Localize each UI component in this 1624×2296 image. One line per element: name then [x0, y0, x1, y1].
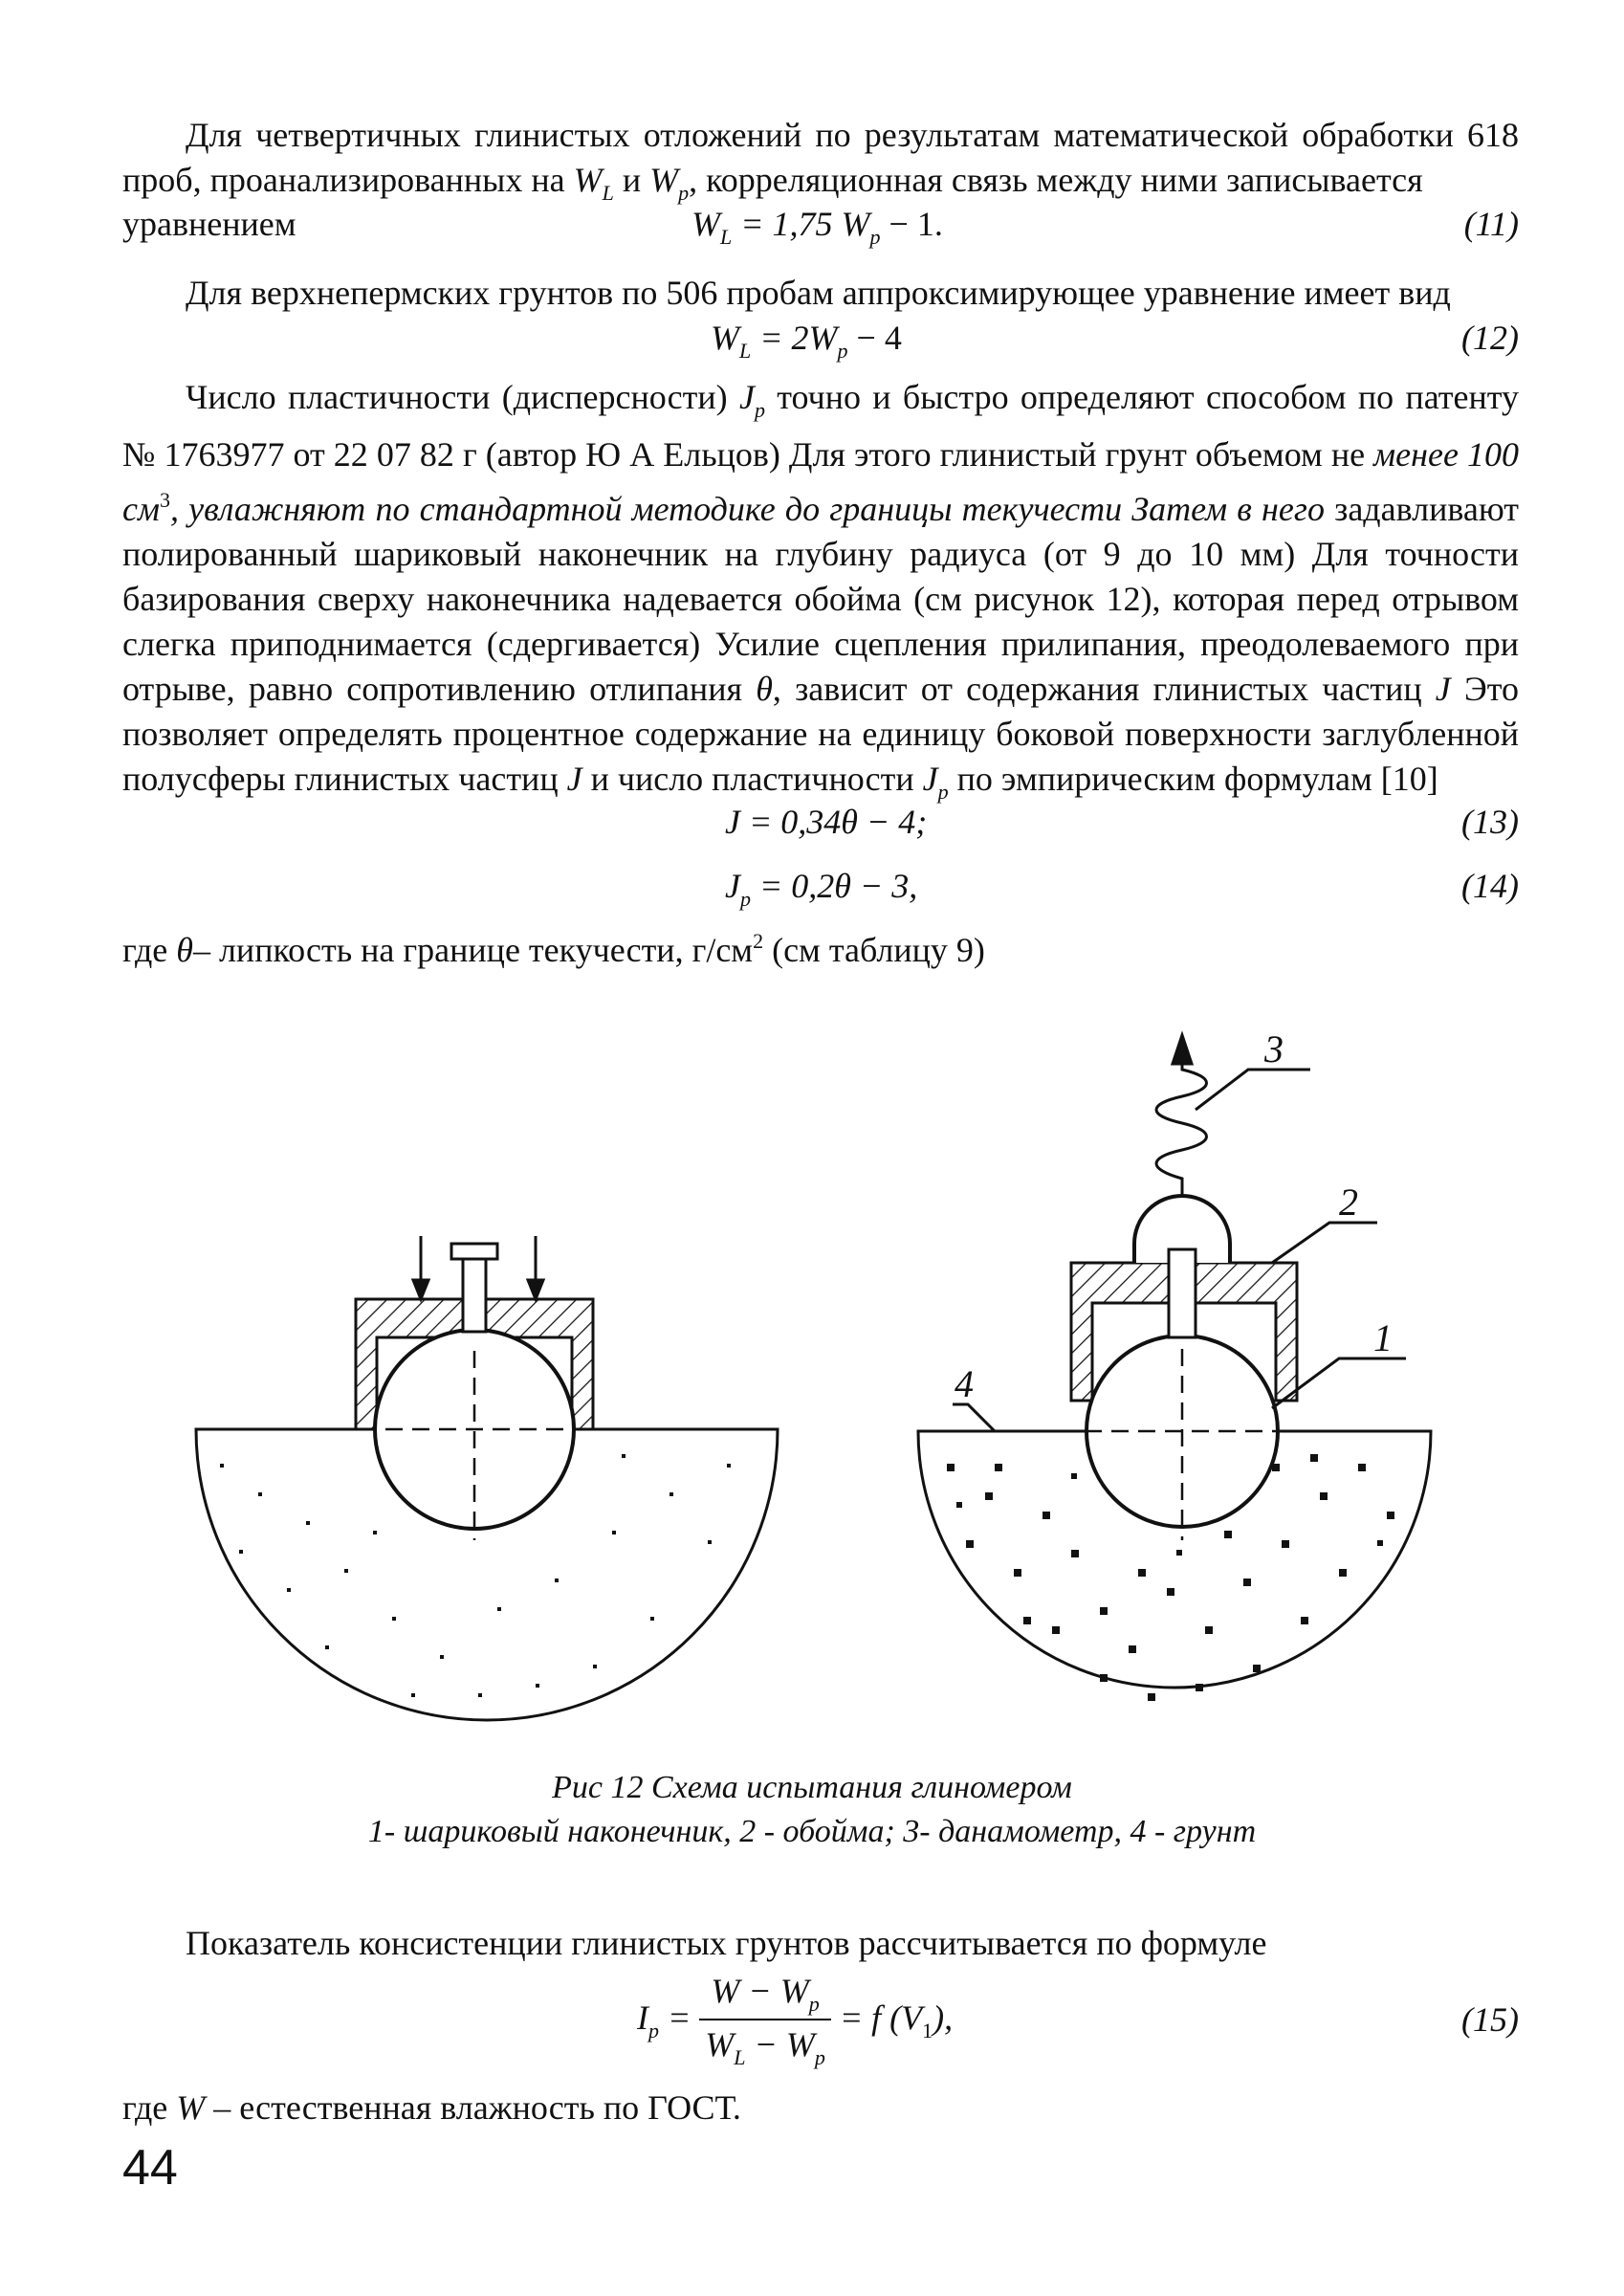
figure-clay-meter-test — [0, 995, 1624, 1779]
equation-12-formula: $W_L = 2W_p - 4$ — [711, 319, 902, 363]
equation-14-formula: $J_p = 0,2\theta - 3$, — [725, 867, 918, 911]
dynamometer-spring — [1156, 1035, 1207, 1198]
figure-label-2: 2 — [1339, 1181, 1358, 1224]
equation-15 — [122, 1971, 1519, 2076]
paragraph-plasticity: Число пластичности (дисперсности) $J_p$ точно и быстро определяют способом по патенту № 1763977 от 22 07 82 г (автор Ю А Ельцов) Для этого глинистый грунт объемом не менее 100 $см^3$, увлажняют по стандартной методике до границы текучести Затем в него задавливают полированный шариковый наконечник на глубину радиуса (от 9 до 10 мм) Для точности базирования сверху наконечника надевается обойма (см рисунок 12), которая перед отрывом слегка приподнимается (сдергивается) Усилие сцепления прилипания, преодолеваемого при отрыве, равно сопротивлению отлипания θ, зависит от содержания глинистых частиц J Это позволяет определять процентное содержание на единицу боковой поверхности заглубленной полусферы глинистых частиц J и число пластичности $J_p$ по эмпирическим формулам [10] — [122, 378, 1520, 804]
paragraph-upper-permian: Для верхнепермских грунтов по 506 пробам аппроксимирующее уравнение имеет вид — [186, 274, 1451, 312]
figure-label-1: 1 — [1373, 1316, 1393, 1359]
equation-13 — [122, 802, 1519, 850]
paragraph-quaternary: Для четвертичных глинистых отложений по результатам математической обработки 618 проб, проанализированных на $W_L$ и $W_p$, корреляционная связь между ними записывается — [122, 116, 1520, 205]
paragraph-theta-definition: где θ– липкость на границе текучести, $г/см^2$ (см таблицу 9) — [122, 929, 985, 969]
equation-11 — [122, 204, 1519, 252]
equation-11-formula: $W_L = 1,75$ $W_p - 1$. — [691, 205, 943, 249]
figure-right-pulling — [918, 1027, 1431, 1701]
figure-label-3: 3 — [1264, 1027, 1284, 1071]
equation-13-formula: J = 0,34θ − 4; — [725, 803, 928, 841]
equation-15-number: (15) — [1461, 2000, 1519, 2039]
paragraph-consistency: Показатель консистенции глинистых грунтов рассчитывается по формуле — [186, 1924, 1267, 1962]
equation-15-fraction: $\frac{W - W_p}{W_L - W_p}$ — [699, 1971, 831, 2070]
equation-11-number: (11) — [1463, 205, 1519, 243]
equation-15-formula: $I_p$ = $\frac{W - W_p}{W_L - W_p}$ = f $(V_1)$, — [637, 1972, 954, 2069]
equation-12-number: (12) — [1461, 319, 1519, 357]
figure-caption-legend: 1- шариковый наконечник, 2 - обойма; 3- данамометр, 4 - грунт — [367, 1814, 1257, 1849]
figure-caption — [0, 1766, 1624, 1854]
equation-12 — [122, 318, 1519, 365]
figure-left-pressing — [196, 1236, 778, 1720]
figure-label-4: 4 — [955, 1362, 974, 1405]
page-number: 44 — [122, 2140, 178, 2196]
equation-14-number: (14) — [1461, 867, 1519, 905]
figure-caption-title: Рис 12 Схема испытания глиномером — [552, 1770, 1072, 1805]
paragraph-w-definition: где W – естественная влажность по ГОСТ. — [122, 2088, 741, 2127]
equation-lead-text: уравнением — [122, 205, 296, 243]
equation-14 — [122, 866, 1519, 914]
equation-13-number: (13) — [1461, 803, 1519, 841]
